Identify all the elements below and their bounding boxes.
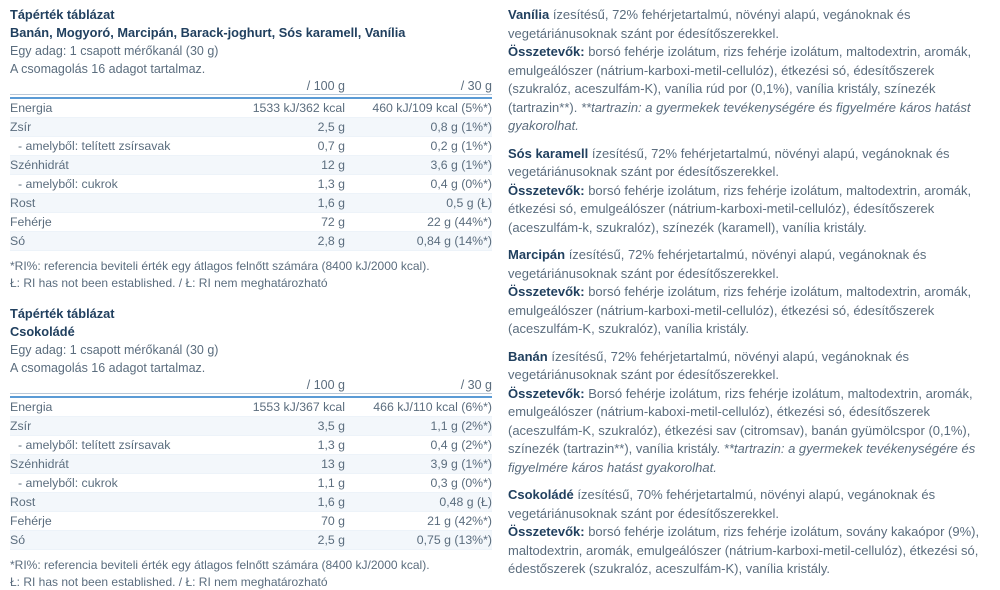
- value-per-30g: 0,84 g (14%*): [345, 232, 492, 251]
- nutrition-table: [10, 97, 492, 251]
- row-label: Energia: [10, 98, 235, 118]
- ingredients-label: Összetevők:: [508, 183, 585, 198]
- table-row-szenhidrat: [10, 455, 492, 474]
- value-per-100g: 1,3 g: [235, 175, 345, 194]
- table-flavors-subtitle: Banán, Mogyoró, Marcipán, Barack-joghurt, Sós karamell, Vanília: [10, 24, 492, 42]
- value-per-30g: 21 g (42%*): [345, 512, 492, 531]
- row-label: Só: [10, 531, 235, 550]
- value-per-100g: 13 g: [235, 455, 345, 474]
- nutrition-tables-pane: [0, 0, 500, 575]
- table-row-feherje: [10, 213, 492, 232]
- value-per-100g: 3,5 g: [235, 417, 345, 436]
- value-per-100g: 1,3 g: [235, 436, 345, 455]
- flavor-name: Banán: [508, 349, 548, 364]
- table-row-cukrok: [10, 474, 492, 493]
- ingredients-line: [508, 43, 988, 136]
- value-per-30g: 466 kJ/110 kcal (6%*): [345, 397, 492, 417]
- value-per-100g: 1553 kJ/367 kcal: [235, 397, 345, 417]
- table-title: Tápérték táblázat: [10, 305, 492, 323]
- ingredients-text: borsó fehérje izolátum, rizs fehérje izolátum, sovány kakaópor (9%), maltodextrin, aromák, emulgeálószer (nátrium-karboxi-metil-cellulóz), étkezési só, édestőszerek (szukralóz, aceszulfám-K), vanília kristály.: [508, 524, 979, 576]
- footnote-ri-not-established: Ł: RI has not been established. / Ł: RI nem meghatározható: [10, 574, 492, 590]
- value-per-100g: 0,7 g: [235, 137, 345, 156]
- ingredients-pane: [500, 0, 1000, 575]
- value-per-100g: 1,1 g: [235, 474, 345, 493]
- value-per-30g: 0,5 g (Ł): [345, 194, 492, 213]
- row-label: Rost: [10, 493, 235, 512]
- value-per-100g: 12 g: [235, 156, 345, 175]
- tartrazin-warning: **tartrazin: a gyermekek tevékenységére és figyelmére káros hatást gyakorolhat.: [508, 441, 975, 475]
- nutrition-block-chocolate: [10, 305, 492, 590]
- table-row-szenhidrat: [10, 156, 492, 175]
- table-column-headers: [10, 379, 492, 394]
- servings-per-package-line: A csomagolás 16 adagot tartalmaz.: [10, 60, 492, 78]
- flavor-name: Sós karamell: [508, 146, 588, 161]
- flavor-description: ízesítésű, 72% fehérjetartalmú, növényi alapú, vegánoknak és vegetáriánusoknak szánt por édesítőszerekkel.: [508, 349, 909, 383]
- value-per-30g: 22 g (44%*): [345, 213, 492, 232]
- footnote-ri-not-established: Ł: RI has not been established. / Ł: RI nem meghatározható: [10, 275, 492, 292]
- row-label: Szénhidrát: [10, 156, 235, 175]
- value-per-30g: 0,75 g (13%*): [345, 531, 492, 550]
- table-row-telitett-zsirsavak: [10, 137, 492, 156]
- row-label: Zsír: [10, 118, 235, 137]
- table-row-zsir: [10, 417, 492, 436]
- flavor-description: ízesítésű, 72% fehérjetartalmú, növényi alapú, vegánoknak és vegetáriánusoknak szánt por édesítőszerekkel.: [508, 146, 950, 180]
- table-row-so: [10, 232, 492, 251]
- row-label: Só: [10, 232, 235, 251]
- row-label: - amelyből: telített zsírsavak: [10, 137, 235, 156]
- ingredients-line: [508, 523, 988, 579]
- table-row-cukrok: [10, 175, 492, 194]
- flavor-name: Csokoládé: [508, 487, 574, 502]
- nutrition-block-mixed-flavors: [10, 6, 492, 291]
- ingredients-line: [508, 283, 988, 339]
- column-header-per-100g: / 100 g: [235, 80, 345, 92]
- table-row-so: [10, 531, 492, 550]
- row-label: - amelyből: cukrok: [10, 175, 235, 194]
- flavor-paragraph-banan: [508, 348, 988, 478]
- ingredients-text: Borsó fehérje izolátum, rizs fehérje izolátum, maltodextrin, aromák, emulgeálószer (nátrium-kaboxi-metil-cellulóz), étkezési só, édesítőszerek (aceszulfám-K, szukralóz), étkezési sav (citromsav), banán gyümölcspor (0,1%), színezék (tartrazin**), vanília kristály.: [508, 386, 973, 457]
- row-label: Zsír: [10, 417, 235, 436]
- flavor-description-line: [508, 246, 988, 283]
- flavor-paragraph-sos-karamell: [508, 145, 988, 238]
- ingredients-label: Összetevők:: [508, 284, 585, 299]
- column-header-per-100g: / 100 g: [235, 379, 345, 391]
- table-row-zsir: [10, 118, 492, 137]
- flavor-description-line: [508, 145, 988, 182]
- flavor-name: Vanília: [508, 7, 549, 22]
- table-row-rost: [10, 194, 492, 213]
- ingredients-line: [508, 182, 988, 238]
- value-per-100g: 2,5 g: [235, 118, 345, 137]
- nutrition-table: [10, 396, 492, 550]
- servings-per-package-line: A csomagolás 16 adagot tartalmaz.: [10, 359, 492, 377]
- row-label: Szénhidrát: [10, 455, 235, 474]
- flavor-description-line: [508, 486, 988, 523]
- value-per-30g: 1,1 g (2%*): [345, 417, 492, 436]
- tartrazin-warning: **tartrazin: a gyermekek tevékenységére és figyelmére káros hatást gyakorolhat.: [508, 100, 970, 134]
- value-per-100g: 1,6 g: [235, 493, 345, 512]
- flavor-description-line: [508, 6, 988, 43]
- value-per-100g: 1,6 g: [235, 194, 345, 213]
- value-per-30g: 0,3 g (0%*): [345, 474, 492, 493]
- footnote-reference-intake: *RI%: referencia beviteli érték egy átlagos felnőtt számára (8400 kJ/2000 kcal).: [10, 557, 492, 574]
- ingredients-text: borsó fehérje izolátum, rizs fehérje izolátum, maltodextrin, aromák, étkezési só, emulgeálószer (nátrium-karboxi-metil-cellulóz), édesítőszerek (aceszulfám-k, szukralóz), színezék (karamell), vanília kristály.: [508, 183, 971, 235]
- table-row-rost: [10, 493, 492, 512]
- value-per-30g: 0,48 g (Ł): [345, 493, 492, 512]
- ingredients-line: [508, 385, 988, 478]
- ingredients-label: Összetevők:: [508, 524, 585, 539]
- flavor-name: Marcipán: [508, 247, 565, 262]
- row-label: Fehérje: [10, 213, 235, 232]
- table-row-telitett-zsirsavak: [10, 436, 492, 455]
- ingredients-label: Összetevők:: [508, 44, 585, 59]
- flavor-description: ízesítésű, 72% fehérjetartalmú, növényi alapú, vegánoknak és vegetáriánusoknak szánt por édesítőszerekkel.: [508, 7, 911, 41]
- column-header-per-30g: / 30 g: [345, 80, 492, 92]
- flavor-paragraph-marcipan: [508, 246, 988, 339]
- value-per-100g: 2,5 g: [235, 531, 345, 550]
- column-header-spacer: [10, 379, 235, 391]
- value-per-30g: 3,9 g (1%*): [345, 455, 492, 474]
- footnote-reference-intake: *RI%: referencia beviteli érték egy átlagos felnőtt számára (8400 kJ/2000 kcal).: [10, 258, 492, 275]
- row-label: - amelyből: telített zsírsavak: [10, 436, 235, 455]
- flavor-description-line: [508, 348, 988, 385]
- value-per-30g: 0,4 g (0%*): [345, 175, 492, 194]
- flavor-paragraph-csokolade: [508, 486, 988, 579]
- value-per-100g: 1533 kJ/362 kcal: [235, 98, 345, 118]
- value-per-30g: 3,6 g (1%*): [345, 156, 492, 175]
- row-label: Energia: [10, 397, 235, 417]
- ingredients-text: borsó fehérje izolátum, rizs fehérje izolátum, maltodextrin, aromák, emulgeálószer (nátrium-karboxi-metil-cellulóz), étkezési só, édesítőszerek (szukralóz, aceszulfám-K), vanília rúd por (0,1%), vanília kristály, színezék (tartrazin**).: [508, 44, 971, 115]
- ingredients-label: Összetevők:: [508, 386, 585, 401]
- value-per-100g: 72 g: [235, 213, 345, 232]
- table-row-energia: [10, 98, 492, 118]
- value-per-30g: 460 kJ/109 kcal (5%*): [345, 98, 492, 118]
- table-title: Tápérték táblázat: [10, 6, 492, 24]
- flavor-description: ízesítésű, 72% fehérjetartalmú, növényi alapú, vegánoknak és vegetáriánusoknak szánt por édesítőszerekkel.: [508, 247, 926, 281]
- value-per-100g: 2,8 g: [235, 232, 345, 251]
- value-per-30g: 0,4 g (2%*): [345, 436, 492, 455]
- serving-size-line: Egy adag: 1 csapott mérőkanál (30 g): [10, 42, 492, 60]
- table-column-headers: [10, 80, 492, 95]
- value-per-30g: 0,2 g (1%*): [345, 137, 492, 156]
- row-label: - amelyből: cukrok: [10, 474, 235, 493]
- column-header-spacer: [10, 80, 235, 92]
- ingredients-text: borsó fehérje izolátum, rizs fehérje izolátum, maltodextrin, aromák, emulgeálószer (nátrium-karboxi-metil-cellulóz), étkezési só, édesítőszerek (aceszulfám-K, szukralóz), vanília kristály.: [508, 284, 971, 336]
- row-label: Rost: [10, 194, 235, 213]
- flavor-description: ízesítésű, 70% fehérjetartalmú, növényi alapú, vegánoknak és vegetáriánusoknak szánt por édesítőszerekkel.: [508, 487, 935, 521]
- flavor-paragraph-vanilia: [508, 6, 988, 136]
- serving-size-line: Egy adag: 1 csapott mérőkanál (30 g): [10, 341, 492, 359]
- row-label: Fehérje: [10, 512, 235, 531]
- column-header-per-30g: / 30 g: [345, 379, 492, 391]
- table-flavors-subtitle: Csokoládé: [10, 323, 492, 341]
- table-row-energia: [10, 397, 492, 417]
- value-per-100g: 70 g: [235, 512, 345, 531]
- value-per-30g: 0,8 g (1%*): [345, 118, 492, 137]
- table-row-feherje: [10, 512, 492, 531]
